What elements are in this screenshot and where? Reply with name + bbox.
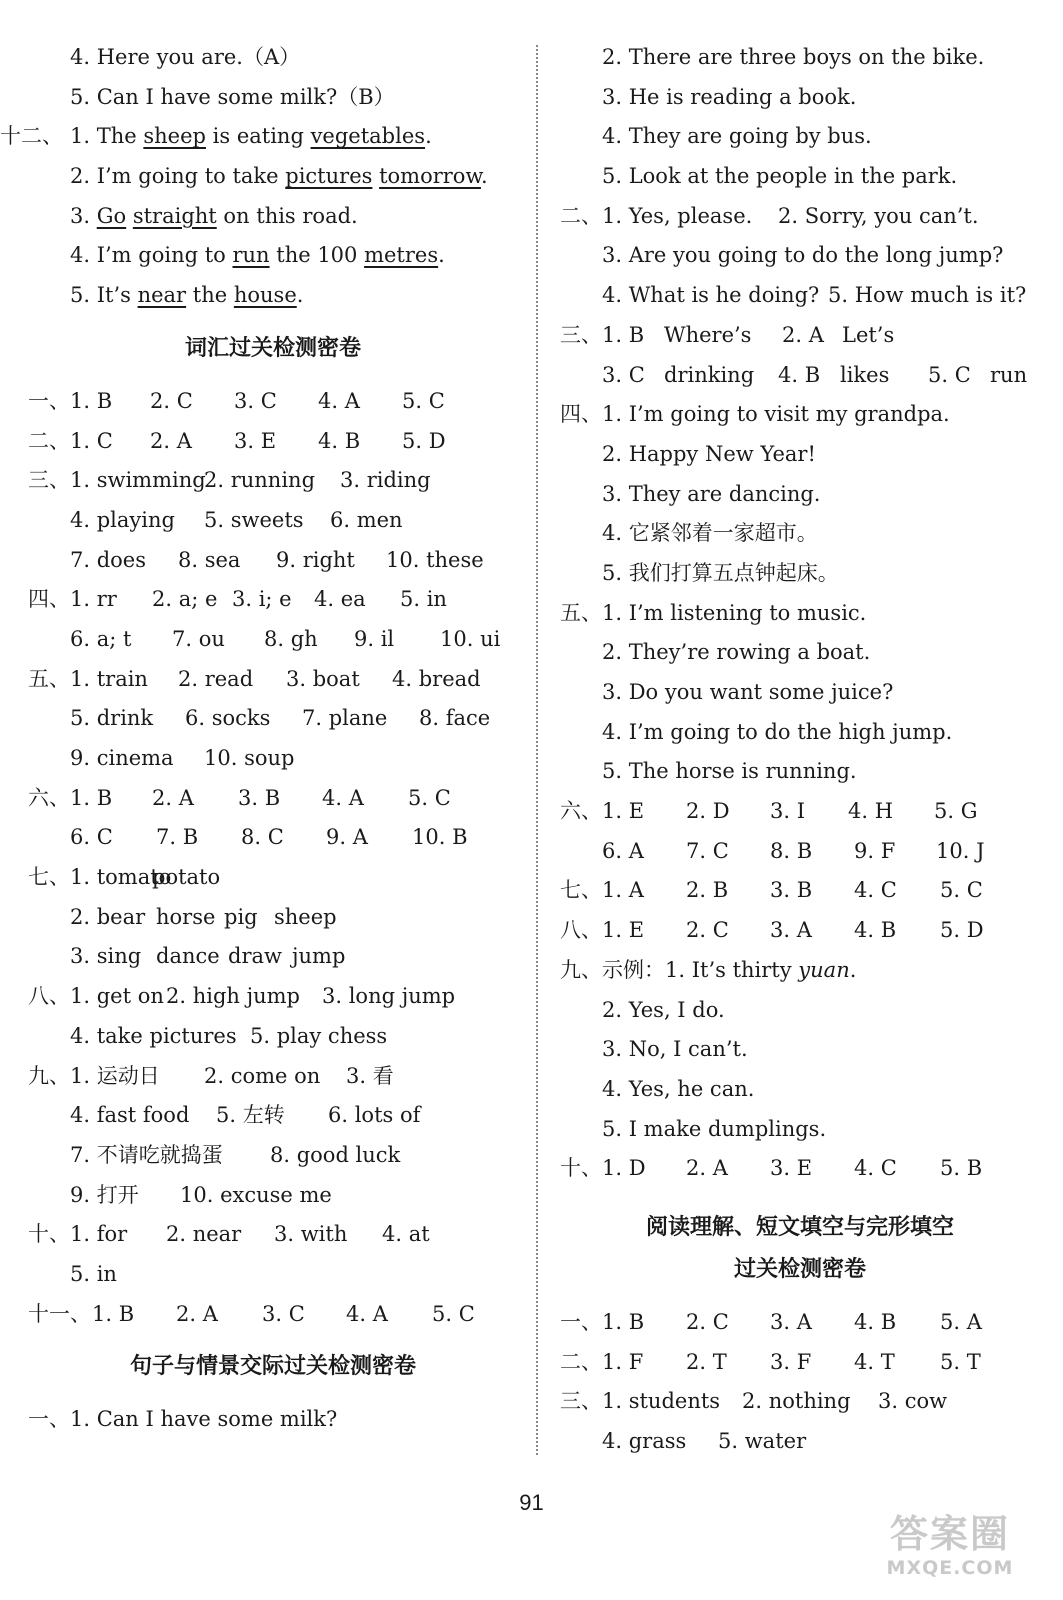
answer-line: [560, 514, 1040, 554]
answer-line: [560, 871, 1040, 911]
section-heading-line2: 过关检测密卷: [733, 1256, 866, 1282]
answer-item: 6. lots of: [328, 1103, 421, 1128]
answer-item: 5. C: [432, 1301, 475, 1326]
answer-line: [28, 197, 518, 237]
answer-item: 10. B: [412, 825, 468, 850]
answer-line: [28, 461, 518, 501]
answer-line: [560, 832, 1040, 872]
section-number: 一、: [28, 388, 70, 413]
answer-item: 1. B: [602, 322, 645, 347]
answer-line: [28, 779, 518, 819]
answer-item: draw: [228, 944, 282, 969]
answer-line: [560, 236, 1040, 276]
answer-item: 4. grass: [602, 1429, 687, 1453]
answer-item: 1. I’m going to visit my grandpa.: [602, 402, 950, 427]
answer-line: [28, 1176, 518, 1216]
answer-item: 4. A: [318, 388, 360, 413]
answer-item: 5. B: [940, 1156, 983, 1181]
answer-line: [560, 1382, 1040, 1422]
answer-line: [560, 78, 1040, 118]
answer-item: potato: [152, 865, 221, 890]
italic-word: yuan: [798, 957, 850, 982]
answer-item: 7. C: [686, 838, 729, 863]
answer-item: 3. A: [770, 918, 812, 943]
section-number: 八、: [28, 984, 70, 1009]
section-number: 十、: [28, 1222, 70, 1247]
answer-item: 10. J: [936, 838, 985, 863]
answer-item: 9. il: [354, 626, 395, 651]
answer-item: 3. E: [234, 428, 277, 453]
answer-line: [28, 739, 518, 779]
answer-item: 5. C: [928, 362, 971, 387]
answer-text: 2. I’m going to take: [70, 164, 286, 189]
answer-line: [560, 316, 1040, 356]
answer-item: 5. G: [934, 799, 978, 824]
answer-item: 4. take pictures: [70, 1023, 237, 1048]
answer-line: [28, 1400, 518, 1440]
underlined-word: vegetables: [310, 124, 426, 149]
answer-line: [28, 501, 518, 541]
answer-text: 5. Can I have some milk?（B）: [70, 84, 395, 109]
answer-line: [28, 699, 518, 739]
answer-line: [28, 858, 518, 898]
answer-item: 2. A: [150, 428, 192, 453]
answer-text: 3. Do you want some juice?: [602, 680, 894, 704]
answer-item: 2. near: [166, 1222, 242, 1247]
answer-item: sheep: [274, 904, 337, 929]
right-column: [560, 38, 1040, 1462]
answer-item: 4. H: [848, 799, 894, 824]
answer-item: 3. B: [238, 785, 281, 810]
answer-item: 1. E: [602, 918, 645, 943]
answer-item: 4. B: [854, 918, 897, 943]
answer-item: 7. 不请吃就捣蛋: [70, 1142, 223, 1167]
answer-item: 1. I’m listening to music.: [602, 600, 867, 625]
answer-line: [28, 977, 518, 1017]
underlined-word: house: [233, 283, 297, 308]
section-number: 六、: [560, 799, 602, 824]
answer-line: [560, 951, 1040, 991]
answer-item: 6. men: [330, 507, 403, 532]
answer-item: 2. D: [686, 799, 730, 824]
answer-text: .: [425, 124, 432, 149]
answer-text: 5. Look at the people in the park.: [602, 164, 958, 189]
answer-text: 4. 它紧邻着一家超市。: [602, 521, 818, 546]
answer-item: 5. 左转: [216, 1103, 285, 1128]
answer-text: 1. It’s thirty: [665, 957, 799, 982]
answer-item: 7. plane: [302, 706, 388, 731]
answer-line: [28, 937, 518, 977]
answer-item: 10. excuse me: [180, 1182, 332, 1207]
answer-line: [28, 818, 518, 858]
answer-text: 1. The: [70, 124, 144, 149]
section-number: 三、: [28, 468, 70, 493]
section-number: 九、: [28, 1063, 70, 1088]
answer-text: 2. Yes, I do.: [602, 997, 725, 1022]
answer-item: 8. good luck: [270, 1142, 401, 1167]
answer-item: pig: [224, 904, 258, 929]
answer-item: 2. read: [178, 666, 254, 691]
answer-item: 3. boat: [286, 666, 360, 691]
section-number: 九、: [560, 957, 602, 982]
answer-item: 8. face: [419, 706, 491, 731]
answer-item: 5. C: [402, 388, 445, 413]
answer-item: 2. T: [686, 1349, 727, 1374]
answer-item: 2. A: [686, 1156, 728, 1181]
answer-item: 2. C: [686, 918, 729, 943]
answer-line: [28, 236, 518, 276]
answer-item: 8. C: [241, 825, 284, 850]
answer-item: 6. socks: [185, 706, 271, 731]
section-number: 三、: [560, 1389, 602, 1414]
answer-text: .: [438, 243, 445, 268]
answer-item: 3. A: [770, 1309, 812, 1334]
answer-item: 1. students: [602, 1389, 721, 1414]
answer-item: 3. F: [770, 1349, 812, 1374]
answer-line: [28, 660, 518, 700]
answer-item: 5. sweets: [204, 507, 304, 532]
answer-item: 1. F: [602, 1349, 644, 1374]
answer-text: [126, 204, 133, 228]
answer-line: [560, 475, 1040, 515]
answer-item: 3. E: [770, 1156, 813, 1181]
answer-text: 3. They are dancing.: [602, 481, 821, 506]
answer-line: [560, 911, 1040, 951]
answer-item: 2. B: [686, 878, 729, 903]
answer-item: 3. sing: [70, 944, 142, 969]
answer-line: [560, 1110, 1040, 1150]
answer-item: 6. a; t: [70, 626, 132, 651]
answer-item: 7. does: [70, 547, 147, 572]
underlined-word: Go: [96, 203, 127, 228]
answer-item: 1. E: [602, 799, 645, 824]
answer-item: 9. right: [276, 547, 355, 572]
section-number: 三、: [560, 322, 602, 347]
answer-item: 9. A: [326, 825, 368, 850]
answer-item: 6. C: [70, 825, 113, 850]
answer-line: [560, 792, 1040, 832]
answer-line: [28, 38, 518, 78]
answer-item: 3. i; e: [232, 587, 292, 612]
answer-text: 2. They’re rowing a boat.: [602, 640, 871, 665]
answer-item: 8. B: [770, 838, 813, 863]
answer-text: .: [480, 164, 488, 189]
section-number: 一、: [560, 1309, 602, 1334]
underlined-word: metres: [364, 243, 439, 268]
answer-item: 10. soup: [204, 746, 295, 770]
answer-item: run: [990, 362, 1028, 387]
section-number: 五、: [28, 666, 70, 691]
answer-item: horse: [156, 904, 216, 929]
answer-item: 2. C: [686, 1309, 729, 1334]
answer-item: 5. C: [940, 878, 983, 903]
answer-item: 5. water: [718, 1429, 807, 1453]
answer-item: 3. riding: [340, 468, 431, 493]
answer-item: 1. Can I have some milk?: [70, 1407, 338, 1432]
answer-line: [28, 898, 518, 938]
section-number: 十二、: [0, 124, 63, 149]
answer-item: 3. long jump: [322, 984, 456, 1009]
answer-line: [28, 382, 518, 422]
answer-item: 7. B: [156, 825, 199, 850]
underlined-word: pictures: [285, 164, 373, 189]
answer-item: dance: [156, 944, 220, 969]
answer-text: the 100: [269, 243, 365, 268]
section-heading: 阅读理解、短文填空与完形填空: [645, 1214, 954, 1240]
answer-item: 1. tomato: [70, 865, 172, 890]
answer-text: .: [296, 283, 304, 308]
answer-item: 9. F: [854, 838, 896, 863]
section-number: 二、: [560, 1349, 602, 1374]
answer-line: [560, 38, 1040, 78]
underlined-word: straight: [132, 203, 217, 228]
answer-line: [560, 117, 1040, 157]
answer-item: 1. 运动日: [70, 1063, 160, 1088]
answer-line: [28, 422, 518, 462]
answer-item: 2. nothing: [742, 1389, 851, 1414]
watermark-mark: 答案圈: [889, 1512, 1010, 1556]
section-number: 四、: [28, 587, 70, 612]
answer-item: 3. C: [262, 1301, 305, 1326]
answer-item: 9. 打开: [70, 1182, 139, 1207]
answer-text: is eating: [205, 124, 311, 149]
answer-item: 1. B: [92, 1301, 135, 1326]
answer-line: [560, 356, 1040, 396]
answer-line: [28, 1017, 518, 1057]
answer-line: [0, 117, 518, 157]
answer-item: 5. How much is it?: [828, 283, 1027, 308]
answer-line: [28, 1096, 518, 1136]
section-heading: 词汇过关检测密卷: [184, 335, 361, 361]
answer-item: 4. at: [382, 1222, 430, 1247]
answer-item: 1. A: [602, 878, 644, 903]
answer-item: 2. Sorry, you can’t.: [778, 203, 979, 228]
answer-item: 4. A: [346, 1301, 388, 1326]
answer-item: 4. bread: [392, 666, 481, 691]
answer-text: 3.: [70, 203, 97, 228]
answer-line: [560, 1030, 1040, 1070]
answer-item: 2. bear: [70, 904, 146, 929]
answer-text: 2. There are three boys on the bike.: [602, 45, 985, 69]
answer-item: 2. high jump: [166, 984, 300, 1009]
left-column: [0, 38, 518, 1440]
answer-line: [560, 1343, 1040, 1383]
section-number: 十一、: [28, 1301, 91, 1326]
answer-item: 3. cow: [878, 1389, 948, 1414]
answer-text: 5. The horse is running.: [602, 759, 857, 784]
answer-text: 5. I make dumplings.: [602, 1116, 827, 1141]
answer-text: 5. 我们打算五点钟起床。: [602, 560, 839, 585]
answer-item: 3. C: [602, 362, 645, 387]
answer-line: [28, 620, 518, 660]
example-label: 示例：: [602, 957, 665, 982]
answer-line: [560, 1070, 1040, 1110]
answer-line: [28, 1215, 518, 1255]
answer-text: 4. Yes, he can.: [602, 1076, 755, 1101]
answer-item: 4. T: [854, 1349, 895, 1374]
answer-item: 5. A: [940, 1309, 982, 1334]
answer-text: the: [186, 283, 234, 308]
answer-item: 1. for: [70, 1222, 128, 1247]
section-number: 八、: [560, 918, 602, 943]
answer-item: 2. A: [782, 322, 824, 347]
answer-item: 5. T: [940, 1349, 981, 1374]
answer-line: [560, 752, 1040, 792]
answer-item: 2. A: [152, 785, 194, 810]
answer-item: 1. get on: [70, 984, 164, 1009]
answer-text: 3. No, I can’t.: [602, 1037, 748, 1062]
answer-item: 1. Yes, please.: [602, 203, 753, 228]
answer-text: 4. I’m going to do the high jump.: [602, 719, 953, 744]
answer-item: 5. in: [70, 1261, 117, 1286]
answer-item: 2. a; e: [152, 587, 218, 612]
answer-item: 1. rr: [70, 587, 117, 612]
answer-item: 1. train: [70, 666, 148, 691]
answer-text: 4. I’m going to: [70, 243, 233, 268]
answer-line: [28, 1136, 518, 1176]
answer-item: 3. B: [770, 878, 813, 903]
answer-line: [28, 1057, 518, 1097]
answer-item: 5. C: [408, 785, 451, 810]
answer-item: 6. A: [602, 838, 644, 863]
answer-line: [28, 157, 518, 197]
answer-item: 3. I: [770, 799, 806, 824]
answer-text: 5. It’s: [70, 283, 138, 308]
answer-item: 4. B: [778, 362, 821, 387]
answer-item: 5. drink: [70, 706, 154, 731]
answer-line: [28, 580, 518, 620]
answer-line: [28, 1295, 518, 1335]
answer-item: 7. ou: [172, 626, 225, 651]
answer-line: [28, 1255, 518, 1295]
answer-line: [28, 78, 518, 118]
answer-item: 9. cinema: [70, 746, 174, 770]
answer-item: 5. D: [402, 428, 446, 453]
answer-item: 5. D: [940, 918, 984, 943]
answer-line: [560, 633, 1040, 673]
answer-item: drinking: [664, 362, 755, 387]
column-divider: [536, 45, 538, 1455]
answer-item: 4. B: [318, 428, 361, 453]
section-number: 六、: [28, 785, 70, 810]
section-number: 二、: [28, 428, 70, 453]
answer-line: [560, 395, 1040, 435]
answer-item: 5. in: [400, 587, 447, 612]
underlined-word: near: [137, 283, 187, 308]
answer-line: [560, 197, 1040, 237]
answer-line: [560, 435, 1040, 475]
answer-item: 8. gh: [264, 626, 318, 651]
answer-text: 4. Here you are.（A）: [70, 45, 301, 69]
underlined-word: tomorrow: [379, 164, 481, 189]
section-number: 二、: [560, 203, 602, 228]
answer-line: [560, 1303, 1040, 1343]
answer-item: 4. fast food: [70, 1103, 190, 1128]
answer-item: 2. C: [150, 388, 193, 413]
section-number: 七、: [560, 878, 602, 903]
answer-item: 2. A: [176, 1301, 218, 1326]
answer-text: .: [849, 957, 857, 982]
answer-item: 1. B: [602, 1309, 645, 1334]
answer-line: [560, 276, 1040, 316]
section-number: 五、: [560, 600, 602, 625]
answer-line: [560, 673, 1040, 713]
answer-item: 4. ea: [314, 587, 366, 612]
section-heading: 句子与情景交际过关检测密卷: [129, 1354, 416, 1380]
answer-line: [28, 541, 518, 581]
section-number: 七、: [28, 865, 70, 890]
answer-item: 1. swimming: [70, 468, 206, 493]
answer-item: 4. A: [322, 785, 364, 810]
page-number: 91: [519, 1490, 544, 1515]
answer-item: Let’s: [842, 322, 895, 347]
answer-item: 8. sea: [178, 547, 241, 572]
answer-item: 5. play chess: [250, 1023, 388, 1048]
answer-item: Where’s: [664, 322, 752, 347]
underlined-word: sheep: [143, 124, 206, 149]
answer-text: 3. He is reading a book.: [602, 84, 857, 109]
section-number: 一、: [28, 1407, 70, 1432]
answer-line: [560, 594, 1040, 634]
answer-text: 2. Happy New Year!: [602, 441, 816, 466]
answer-item: 3. with: [274, 1222, 348, 1247]
answer-item: 1. B: [70, 388, 113, 413]
answer-line: [28, 276, 518, 316]
answer-line: [560, 157, 1040, 197]
underlined-word: run: [232, 243, 270, 268]
answer-item: 4. C: [854, 878, 897, 903]
answer-line: [560, 1149, 1040, 1189]
answer-item: 3. C: [234, 388, 277, 413]
answer-item: 10. ui: [440, 626, 501, 651]
answer-item: likes: [840, 362, 890, 387]
answer-item: 2. come on: [204, 1063, 321, 1088]
answer-line: [560, 991, 1040, 1031]
answer-text: 3. Are you going to do the long jump?: [602, 243, 1004, 268]
answer-item: 4. What is he doing?: [602, 283, 820, 308]
answer-text: on this road.: [216, 203, 358, 228]
answer-item: 4. B: [854, 1309, 897, 1334]
answer-item: 4. playing: [70, 507, 175, 532]
answer-line: [560, 713, 1040, 753]
answer-line: [560, 554, 1040, 594]
watermark-site: MXQE.COM: [886, 1557, 1014, 1579]
answer-item: 1. C: [70, 428, 113, 453]
answer-item: jump: [292, 944, 346, 969]
answer-item: 2. running: [204, 468, 316, 493]
answer-item: 10. these: [386, 547, 484, 572]
section-number: 十、: [560, 1156, 602, 1181]
answer-item: 1. B: [70, 785, 113, 810]
answer-text: 4. They are going by bus.: [602, 124, 872, 149]
watermark-logo: [865, 1512, 1035, 1586]
answer-line: [560, 1422, 1040, 1462]
answer-item: 1. D: [602, 1156, 646, 1181]
answer-item: 4. C: [854, 1156, 897, 1181]
answer-item: 3. 看: [346, 1063, 394, 1088]
section-number: 四、: [560, 402, 602, 427]
